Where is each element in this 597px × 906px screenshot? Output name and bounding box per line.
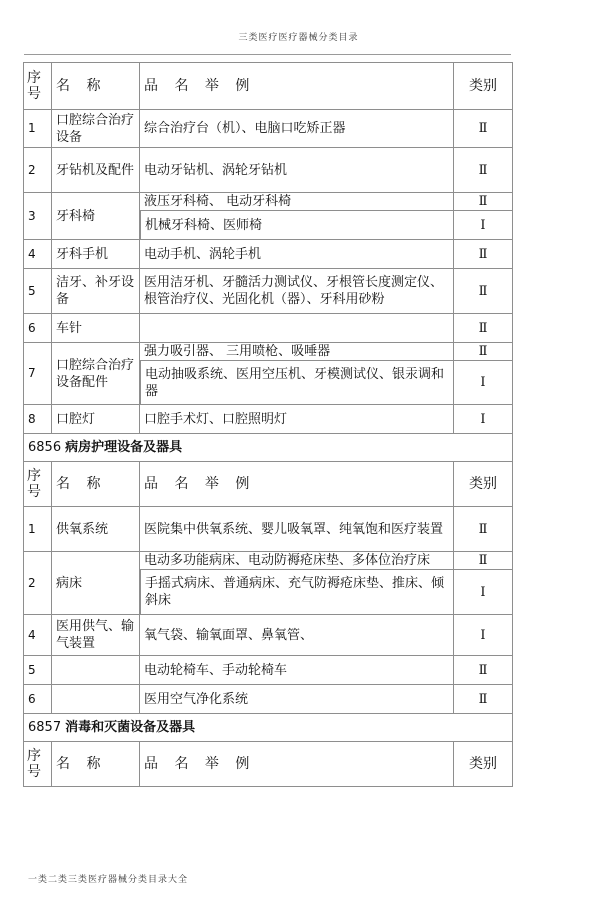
row-number: 2 bbox=[23, 552, 52, 615]
table-row bbox=[23, 269, 513, 314]
category-class: Ⅰ bbox=[454, 361, 513, 405]
table-row bbox=[23, 405, 513, 434]
device-name: 牙科手机 bbox=[52, 240, 140, 269]
column-header-row bbox=[23, 462, 513, 507]
table-row bbox=[23, 615, 513, 656]
section-heading bbox=[23, 434, 513, 462]
column-header-row bbox=[23, 62, 513, 110]
product-examples: 电动多功能病床、电动防褥疮床垫、多体位治疗床 bbox=[140, 552, 454, 570]
section-code: 6857 bbox=[28, 720, 62, 735]
row-number: 4 bbox=[23, 615, 52, 656]
header-divider bbox=[24, 54, 511, 55]
category-class: Ⅱ bbox=[454, 148, 513, 193]
product-examples: 医用洁牙机、牙髓活力测试仪、牙根管长度测定仪、根管治疗仪、光固化机（器）、牙科用砂粉 bbox=[140, 269, 454, 314]
table-row bbox=[23, 685, 513, 714]
category-class: Ⅱ bbox=[454, 343, 513, 361]
product-examples: 氧气袋、输氧面罩、鼻氧管、 bbox=[140, 615, 454, 656]
row-number: 8 bbox=[23, 405, 52, 434]
column-header-no: 序号 bbox=[23, 62, 52, 110]
page-footer-text: 一类二类三类医疗器械分类目录大全 bbox=[28, 875, 189, 885]
row-number: 5 bbox=[23, 656, 52, 685]
table-row bbox=[23, 148, 513, 193]
page-header-title: 三类医疗医疗器械分类目录 bbox=[238, 33, 359, 43]
section-heading-row bbox=[23, 714, 513, 742]
device-name: 车针 bbox=[52, 314, 140, 343]
device-name bbox=[52, 656, 140, 685]
category-class: Ⅱ bbox=[454, 685, 513, 714]
device-name: 牙钻机及配件 bbox=[52, 148, 140, 193]
product-examples: 医用空气净化系统 bbox=[140, 685, 454, 714]
section-heading-row bbox=[23, 434, 513, 462]
table-row bbox=[23, 314, 513, 343]
section-title: 消毒和灭菌设备及器具 bbox=[65, 720, 196, 735]
row-number: 1 bbox=[23, 507, 52, 552]
product-examples: 电动轮椅车、手动轮椅车 bbox=[140, 656, 454, 685]
device-name: 供氧系统 bbox=[52, 507, 140, 552]
section-heading bbox=[23, 714, 513, 742]
column-header-category: 类别 bbox=[454, 742, 513, 787]
product-examples: 医院集中供氧系统、婴儿吸氧罩、纯氧饱和医疗装置 bbox=[140, 507, 454, 552]
category-class: Ⅱ bbox=[454, 507, 513, 552]
category-class: Ⅱ bbox=[454, 193, 513, 211]
device-name: 洁牙、补牙设备 bbox=[52, 269, 140, 314]
table-row bbox=[23, 656, 513, 685]
device-name: 牙科椅 bbox=[52, 193, 140, 240]
product-examples: 电动抽吸系统、医用空压机、牙模测试仪、银汞调和器 bbox=[140, 361, 454, 405]
column-header-row bbox=[23, 742, 513, 787]
table-row bbox=[23, 110, 513, 148]
category-class: Ⅱ bbox=[454, 656, 513, 685]
device-name: 病床 bbox=[52, 552, 140, 615]
product-examples: 机械牙科椅、医师椅 bbox=[140, 211, 454, 240]
column-header-no: 序号 bbox=[23, 462, 52, 507]
product-examples: 口腔手术灯、口腔照明灯 bbox=[140, 405, 454, 434]
column-header-examples: 品 名 举 例 bbox=[140, 742, 454, 787]
column-header-examples: 品 名 举 例 bbox=[140, 462, 454, 507]
category-class: Ⅰ bbox=[454, 211, 513, 240]
column-header-examples: 品 名 举 例 bbox=[140, 62, 454, 110]
device-name: 口腔综合治疗设备配件 bbox=[52, 343, 140, 405]
row-number: 6 bbox=[23, 685, 52, 714]
section-title: 病房护理设备及器具 bbox=[65, 440, 183, 455]
row-number: 2 bbox=[23, 148, 52, 193]
category-class: Ⅱ bbox=[454, 269, 513, 314]
category-class: Ⅱ bbox=[454, 314, 513, 343]
column-header-name: 名 称 bbox=[52, 462, 140, 507]
product-examples: 电动手机、涡轮手机 bbox=[140, 240, 454, 269]
table-row bbox=[23, 343, 513, 361]
row-number: 5 bbox=[23, 269, 52, 314]
column-header-name: 名 称 bbox=[52, 62, 140, 110]
category-class: Ⅰ bbox=[454, 570, 513, 615]
product-examples: 强力吸引器、 三用喷枪、吸唾器 bbox=[140, 343, 454, 361]
category-class: Ⅰ bbox=[454, 405, 513, 434]
device-name bbox=[52, 685, 140, 714]
row-number: 6 bbox=[23, 314, 52, 343]
category-class: Ⅰ bbox=[454, 615, 513, 656]
table-row bbox=[23, 240, 513, 269]
category-class: Ⅱ bbox=[454, 552, 513, 570]
product-examples: 手摇式病床、普通病床、充气防褥疮床垫、推床、倾斜床 bbox=[140, 570, 454, 615]
row-number: 4 bbox=[23, 240, 52, 269]
row-number: 1 bbox=[23, 110, 52, 148]
column-header-name: 名 称 bbox=[52, 742, 140, 787]
product-examples: 液压牙科椅、 电动牙科椅 bbox=[140, 193, 454, 211]
section-code: 6856 bbox=[28, 440, 62, 455]
product-examples bbox=[140, 314, 454, 343]
device-catalog-table bbox=[23, 62, 513, 787]
product-examples: 综合治疗台（机）、电脑口吃矫正器 bbox=[140, 110, 454, 148]
category-class: Ⅱ bbox=[454, 110, 513, 148]
table-row bbox=[23, 193, 513, 211]
row-number: 3 bbox=[23, 193, 52, 240]
product-examples: 电动牙钻机、涡轮牙钻机 bbox=[140, 148, 454, 193]
column-header-category: 类别 bbox=[454, 462, 513, 507]
column-header-category: 类别 bbox=[454, 62, 513, 110]
device-name: 口腔灯 bbox=[52, 405, 140, 434]
table-row bbox=[23, 507, 513, 552]
column-header-no: 序号 bbox=[23, 742, 52, 787]
table-row bbox=[23, 552, 513, 570]
row-number: 7 bbox=[23, 343, 52, 405]
device-name: 口腔综合治疗设备 bbox=[52, 110, 140, 148]
device-name: 医用供气、输气装置 bbox=[52, 615, 140, 656]
category-class: Ⅱ bbox=[454, 240, 513, 269]
